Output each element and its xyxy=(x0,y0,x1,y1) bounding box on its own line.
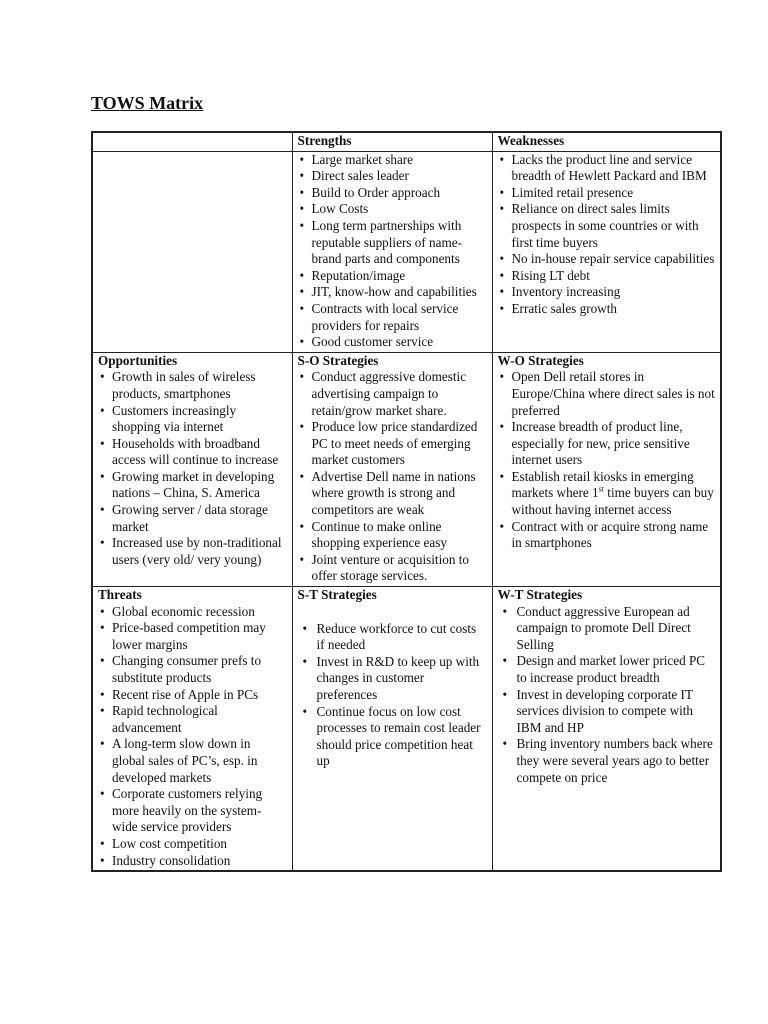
list-item: • Build to Order approach xyxy=(298,185,487,202)
strengths-cell xyxy=(292,151,492,352)
wt-strategies-list xyxy=(498,604,716,787)
wo-strategies-cell xyxy=(492,352,721,586)
st-strategies-header: S-T Strategies xyxy=(297,587,377,603)
list-item: • No in-house repair service capabilities xyxy=(498,251,716,268)
list-item-text: time buyers can buy without having internet access xyxy=(511,485,714,518)
threats-list xyxy=(98,604,287,870)
list-item: • Rising LT debt xyxy=(498,268,716,285)
list-item: • Bring inventory numbers back where they were several years ago to better compete on price xyxy=(498,736,716,786)
list-item: • Long term partnerships with reputable suppliers of name-brand parts and components xyxy=(298,218,487,268)
list-item: • Produce low price standardized PC to meet needs of emerging market customers xyxy=(298,419,487,469)
empty-cell xyxy=(92,151,292,352)
list-item: • Customers increasingly shopping via internet xyxy=(98,403,287,436)
list-item: • Growing market in developing nations – China, S. America xyxy=(98,469,287,502)
list-item: • JIT, know-how and capabilities xyxy=(298,284,487,301)
list-item: • Advertise Dell name in nations where growth is strong and competitors are weak xyxy=(298,469,487,519)
list-item: • Households with broadband access will continue to increase xyxy=(98,436,287,469)
opportunities-list xyxy=(98,369,287,568)
list-item: • Invest in R&D to keep up with changes in customer preferences xyxy=(298,654,487,704)
list-item: • Good customer service xyxy=(298,334,487,351)
list-item: • Industry consolidation xyxy=(98,853,287,870)
list-item xyxy=(498,469,716,519)
internal-factors-row xyxy=(92,151,721,352)
tows-matrix-table xyxy=(91,131,722,872)
wt-strategies-cell xyxy=(492,587,721,872)
weaknesses-header-cell xyxy=(492,132,721,151)
weaknesses-header: Weaknesses xyxy=(497,133,565,148)
wo-strategies-list xyxy=(498,369,716,552)
page-title: TOWS Matrix xyxy=(91,93,204,113)
st-strategies-cell xyxy=(292,587,492,872)
list-item: • Limited retail presence xyxy=(498,185,716,202)
corner-cell xyxy=(92,132,292,151)
list-item: • Invest in developing corporate IT services division to compete with IBM and HP xyxy=(498,687,716,737)
list-item: • Changing consumer prefs to substitute products xyxy=(98,653,287,686)
list-item: • Conduct aggressive domestic advertising campaign to retain/grow market share. xyxy=(298,369,487,419)
list-item: • A long-term slow down in global sales of PC’s, esp. in developed markets xyxy=(98,736,287,786)
st-strategies-list xyxy=(298,621,487,770)
list-item: • Continue focus on low cost processes to remain cost leader should price competition heat up xyxy=(298,704,487,770)
list-item: • Low cost competition xyxy=(98,836,287,853)
spacer xyxy=(298,604,487,621)
list-item: • Contract with or acquire strong name in smartphones xyxy=(498,519,716,552)
list-item: • Growing server / data storage market xyxy=(98,502,287,535)
list-item: • Global economic recession xyxy=(98,604,287,621)
opportunities-row xyxy=(92,352,721,586)
weaknesses-list xyxy=(498,152,716,318)
list-item: • Reliance on direct sales limits prospects in some countries or with first time buyers xyxy=(498,201,716,251)
list-item: • Open Dell retail stores in Europe/China where direct sales is not preferred xyxy=(498,369,716,419)
list-item: • Design and market lower priced PC to increase product breadth xyxy=(498,653,716,686)
list-item: • Corporate customers relying more heavily on the system-wide service providers xyxy=(98,786,287,836)
list-item: • Contracts with local service providers for repairs xyxy=(298,301,487,334)
list-item: • Increase breadth of product line, especially for new, price sensitive internet users xyxy=(498,419,716,469)
strengths-list xyxy=(298,152,487,351)
threats-row xyxy=(92,587,721,872)
list-item: • Reputation/image xyxy=(298,268,487,285)
strengths-header-cell xyxy=(292,132,492,151)
list-item: • Inventory increasing xyxy=(498,284,716,301)
wo-strategies-header: W-O Strategies xyxy=(497,352,584,368)
list-item: • Rapid technological advancement xyxy=(98,703,287,736)
list-item: • Joint venture or acquisition to offer storage services. xyxy=(298,552,487,585)
threats-header: Threats xyxy=(98,587,142,603)
strengths-header: Strengths xyxy=(297,133,352,148)
list-item: • Lacks the product line and service breadth of Hewlett Packard and IBM xyxy=(498,152,716,185)
so-strategies-header: S-O Strategies xyxy=(297,352,379,368)
so-strategies-list xyxy=(298,369,487,585)
list-item: • Recent rise of Apple in PCs xyxy=(98,687,287,704)
so-strategies-cell xyxy=(292,352,492,586)
list-item: • Increased use by non-traditional users (very old/ very young) xyxy=(98,535,287,568)
wt-strategies-header: W-T Strategies xyxy=(497,587,583,603)
list-item: • Reduce workforce to cut costs if needed xyxy=(298,621,487,654)
threats-cell xyxy=(92,587,292,872)
header-row xyxy=(92,132,721,151)
opportunities-cell xyxy=(92,352,292,586)
weaknesses-cell xyxy=(492,151,721,352)
list-item: • Growth in sales of wireless products, smartphones xyxy=(98,369,287,402)
list-item: • Erratic sales growth xyxy=(498,301,716,318)
list-item: • Large market share xyxy=(298,152,487,169)
list-item: • Low Costs xyxy=(298,201,487,218)
list-item: • Price-based competition may lower margins xyxy=(98,620,287,653)
list-item-text: Establish retail kiosks in emerging markets where 1 xyxy=(511,468,694,501)
ordinal-suffix: st xyxy=(598,485,604,495)
list-item: • Direct sales leader xyxy=(298,168,487,185)
list-item: • Continue to make online shopping experience easy xyxy=(298,519,487,552)
list-item: • Conduct aggressive European ad campaign to promote Dell Direct Selling xyxy=(498,604,716,654)
opportunities-header: Opportunities xyxy=(98,352,178,368)
